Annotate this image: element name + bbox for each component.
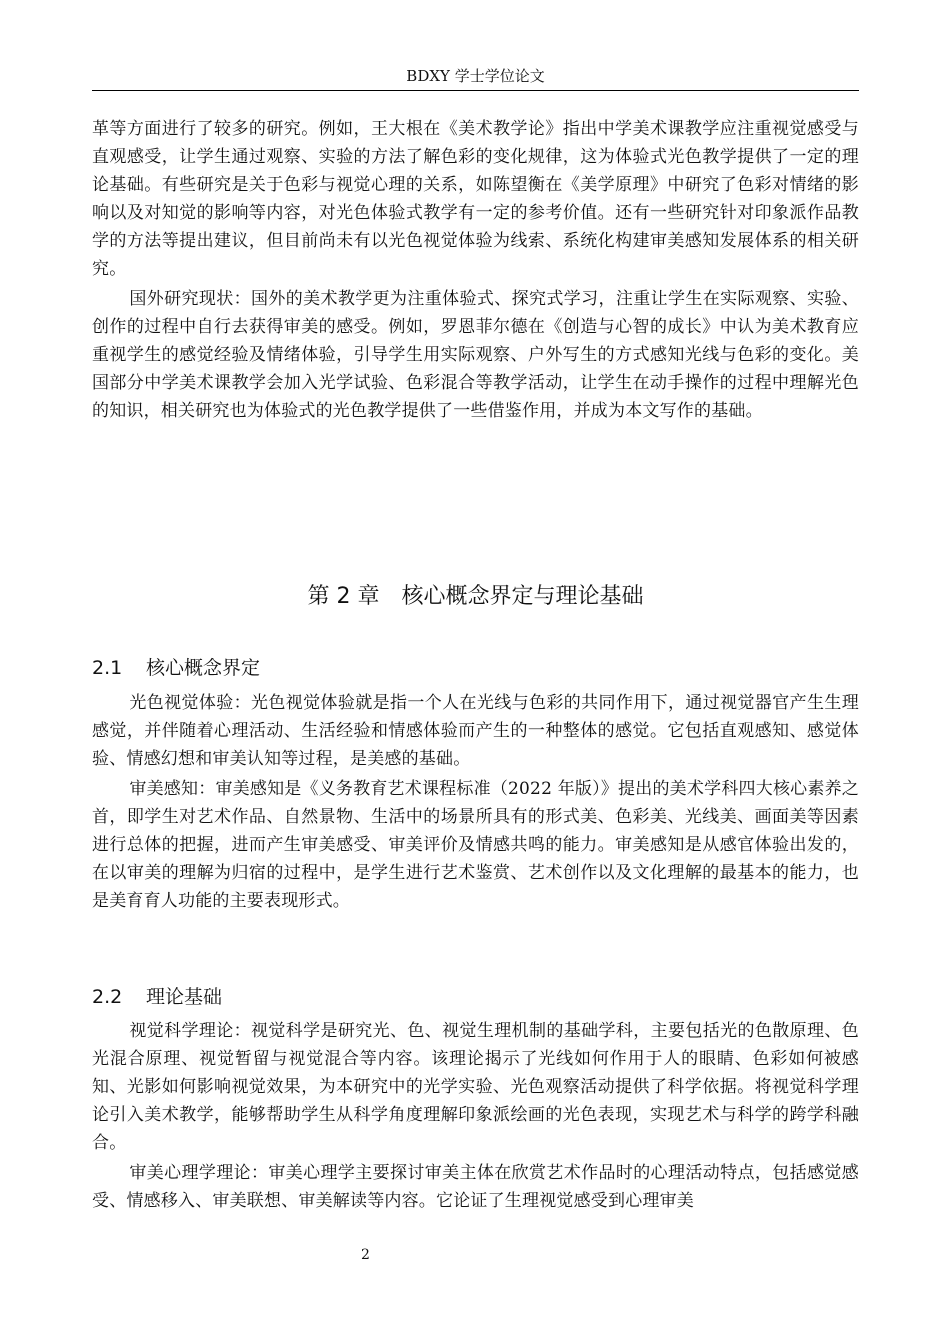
section-title: 核心概念界定 (146, 657, 261, 679)
document-page (92, 0, 859, 1344)
section-title: 理论基础 (146, 986, 223, 1008)
section-number: 2.2 (92, 986, 123, 1008)
header-divider (92, 90, 859, 91)
section-number: 2.1 (92, 657, 123, 679)
paragraph-aesthetic-perception: 审美感知：审美感知是《义务教育艺术课程标准（2022 年版）》提出的美术学科四大核心素养之首，即学生对艺术作品、自然景物、生活中的场景所具有的形式美、色彩美、光线美、画面美等因素进行总体的把握，进而产生审美感受、审美评价及情感共鸣的能力。审美感知是从感官体验出发的，在以审美的理解为归宿的过程中，是学生进行艺术鉴赏、艺术创作以及文化理解的最基本的能力，也是美育育人功能的主要表现形式。 (92, 779, 859, 911)
paragraph-visual-science-theory: 视觉科学理论：视觉科学是研究光、色、视觉生理机制的基础学科，主要包括光的色散原理、色光混合原理、视觉暂留与视觉混合等内容。该理论揭示了光线如何作用于人的眼睛、色彩如何被感知、光影如何影响视觉效果，为本研究中的光学实验、光色观察活动提供了科学依据。将视觉科学理论引入美术教学，能够帮助学生从科学角度理解印象派绘画的光色表现，实现艺术与科学的跨学科融合。 (92, 1021, 859, 1153)
chapter-heading (92, 582, 859, 612)
paragraph-foreign-research: 国外研究现状：国外的美术教学更为注重体验式、探究式学习，注重让学生在实际观察、实验、创作的过程中自行去获得审美的感受。例如，罗恩菲尔德在《创造与心智的成长》中认为美术教育应重视学生的感觉经验及情绪体验，引导学生用实际观察、户外写生的方式感知光线与色彩的变化。美国部分中学美术课教学会加入光学试验、色彩混合等教学活动，让学生在动手操作的过程中理解光色的知识，相关研究也为体验式的光色教学提供了一些借鉴作用，并成为本文写作的基础。 (92, 289, 859, 421)
paragraph-domestic-research-end: 革等方面进行了较多的研究。例如，王大根在《美术教学论》指出中学美术课教学应注重视觉感受与直观感受，让学生通过观察、实验的方法了解色彩的变化规律，这为体验式光色教学提供了一定的理论基础。有些研究是关于色彩与视觉心理的关系，如陈望衡在《美学原理》中研究了色彩对情绪的影响以及对知觉的影响等内容，对光色体验式教学有一定的参考价值。还有一些研究针对印象派作品教学的方法等提出建议，但目前尚未有以光色视觉体验为线索、系统化构建审美感知发展体系的相关研究。 (92, 119, 859, 279)
running-header: BDXY 学士学位论文 (406, 67, 545, 85)
intro-block (92, 115, 859, 425)
chapter-title: 核心概念界定与理论基础 (401, 584, 644, 609)
section-2-1-body (92, 689, 859, 915)
section-2-2-body (92, 1017, 859, 1215)
section-heading-2-1 (92, 655, 260, 681)
section-heading-2-2 (92, 984, 222, 1010)
chapter-number: 第 2 章 (307, 584, 380, 609)
paragraph-light-color-experience: 光色视觉体验：光色视觉体验就是指一个人在光线与色彩的共同作用下，通过视觉器官产生生理感觉，并伴随着心理活动、生活经验和情感体验而产生的一种整体的感觉。它包括直观感知、感觉体验、情感幻想和审美认知等过程，是美感的基础。 (92, 693, 859, 769)
paragraph-aesthetic-psychology-theory: 审美心理学理论：审美心理学主要探讨审美主体在欣赏艺术作品时的心理活动特点，包括感觉感受、情感移入、审美联想、审美解读等内容。它论证了生理视觉感受到心理审美 (92, 1163, 859, 1211)
page-number: 2 (361, 1247, 370, 1263)
